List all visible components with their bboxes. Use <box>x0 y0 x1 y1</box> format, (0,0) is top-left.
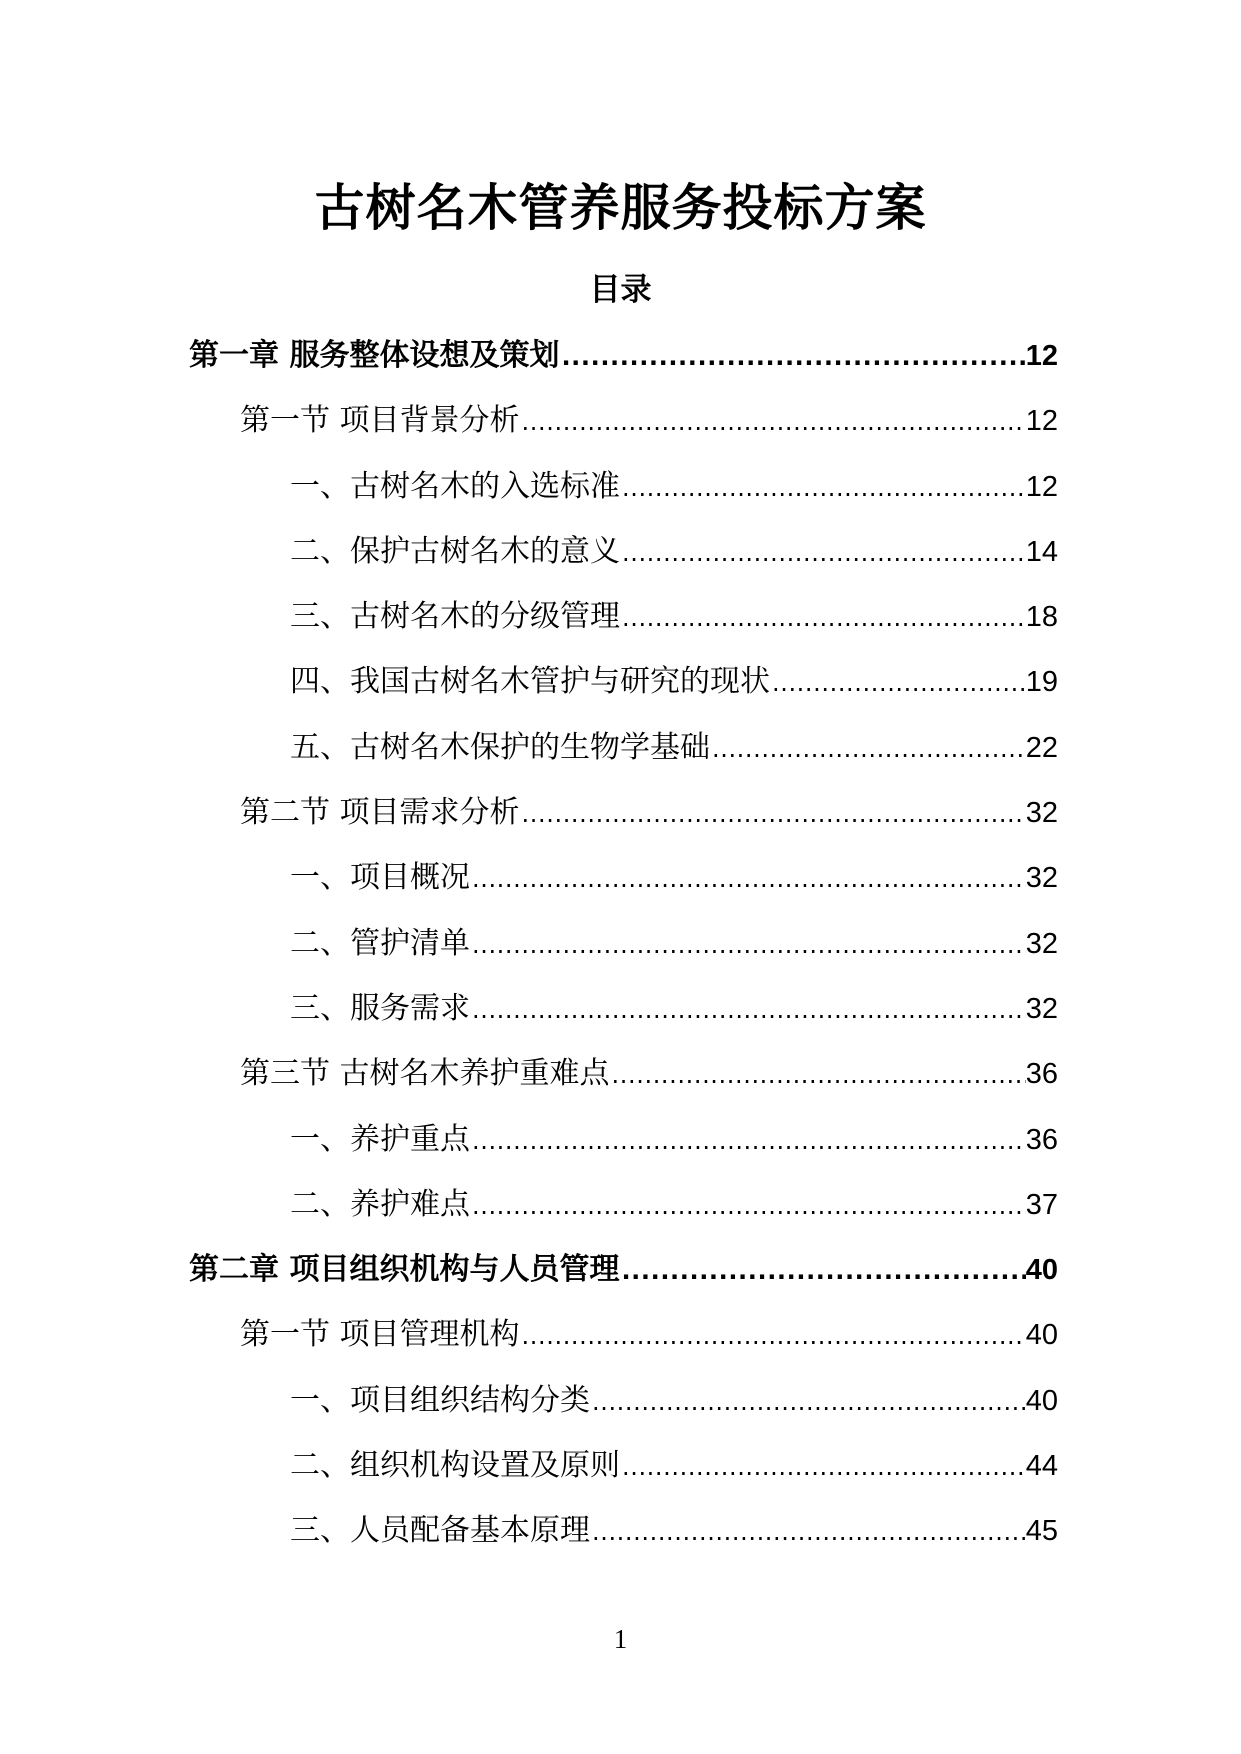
toc-entry-page: 40 <box>1025 1319 1058 1352</box>
toc-entry <box>0 976 1241 1041</box>
toc-leader-dots <box>620 456 1026 521</box>
toc-entry <box>0 1498 1241 1563</box>
toc-entry-title: 二、养护难点 <box>290 1186 470 1222</box>
toc-leader-dots <box>590 1500 1026 1565</box>
toc-leader-dots <box>620 521 1026 586</box>
toc-entry-title: 第三节 古树名木养护重难点 <box>240 1056 610 1092</box>
toc-entry-page: 44 <box>1025 1450 1058 1483</box>
toc-entry-page: 12 <box>1025 340 1058 372</box>
toc-entry-title: 一、项目组织结构分类 <box>290 1382 590 1418</box>
toc-leader-dots <box>590 1370 1026 1435</box>
toc-entry-title: 第一节 项目背景分析 <box>240 403 520 439</box>
toc-entry <box>0 1368 1241 1433</box>
toc-entry-page: 36 <box>1025 1058 1058 1091</box>
toc-entry-title: 第一节 项目管理机构 <box>240 1317 520 1353</box>
toc-entry-page: 32 <box>1025 862 1058 895</box>
toc-entry <box>0 1107 1241 1172</box>
table-of-contents <box>0 323 1241 1564</box>
toc-entry-page: 22 <box>1025 731 1058 764</box>
document-title: 古树名木管养服务投标方案 <box>314 179 927 237</box>
toc-entry-title: 二、管护清单 <box>290 925 470 961</box>
toc-entry <box>0 584 1241 649</box>
toc-leader-dots <box>520 390 1026 455</box>
toc-entry-title: 二、保护古树名木的意义 <box>290 533 620 569</box>
toc-leader-dots <box>470 913 1026 978</box>
toc-entry-title: 三、人员配备基本原理 <box>290 1513 590 1549</box>
toc-entry-page: 37 <box>1025 1188 1058 1221</box>
toc-leader-dots <box>470 1174 1026 1239</box>
toc-entry <box>0 454 1241 519</box>
toc-leader-dots <box>520 782 1026 847</box>
toc-leader-dots <box>620 586 1026 651</box>
toc-leader-dots <box>559 325 1025 390</box>
toc-entry <box>0 1172 1241 1237</box>
toc-leader-dots <box>470 1109 1026 1174</box>
toc-entry-page: 18 <box>1025 601 1058 634</box>
toc-leader-dots <box>610 1043 1026 1108</box>
toc-entry <box>0 519 1241 584</box>
toc-entry-title: 四、我国古树名木管护与研究的现状 <box>290 664 770 700</box>
toc-entry-title: 三、服务需求 <box>290 990 470 1026</box>
toc-leader-dots <box>620 1435 1026 1500</box>
toc-entry-page: 32 <box>1025 927 1058 960</box>
toc-entry <box>0 1041 1241 1106</box>
toc-entry-page: 12 <box>1025 470 1058 503</box>
toc-entry-title: 第二节 项目需求分析 <box>240 795 520 831</box>
toc-entry-page: 32 <box>1025 797 1058 830</box>
toc-leader-dots <box>470 978 1026 1043</box>
toc-entry-page: 12 <box>1025 405 1058 438</box>
toc-entry-title: 三、古树名木的分级管理 <box>290 599 620 635</box>
toc-entry <box>0 1302 1241 1367</box>
toc-entry-page: 36 <box>1025 1123 1058 1156</box>
toc-entry-title: 二、组织机构设置及原则 <box>290 1448 620 1484</box>
toc-entry-page: 19 <box>1025 666 1058 699</box>
toc-entry-page: 40 <box>1025 1384 1058 1417</box>
toc-entry <box>0 1237 1241 1302</box>
toc-entry-title: 一、古树名木的入选标准 <box>290 468 620 504</box>
toc-entry <box>0 780 1241 845</box>
toc-leader-dots <box>520 1304 1026 1369</box>
toc-entry <box>0 323 1241 388</box>
toc-entry-title: 五、古树名木保护的生物学基础 <box>290 729 710 765</box>
toc-entry <box>0 715 1241 780</box>
page-number: 1 <box>613 1624 628 1654</box>
toc-entry-title: 一、养护重点 <box>290 1121 470 1157</box>
toc-entry-title: 第一章 服务整体设想及策划 <box>189 338 560 373</box>
toc-entry <box>0 911 1241 976</box>
toc-leader-dots <box>470 847 1026 912</box>
toc-leader-dots <box>710 717 1026 782</box>
toc-entry-page: 32 <box>1025 992 1058 1025</box>
toc-leader-dots <box>770 651 1026 716</box>
toc-entry-title: 第二章 项目组织机构与人员管理 <box>189 1252 620 1288</box>
toc-entry-page: 40 <box>1025 1254 1058 1287</box>
toc-entry <box>0 649 1241 714</box>
toc-entry <box>0 388 1241 453</box>
toc-leader-dots <box>619 1239 1025 1304</box>
toc-entry <box>0 1433 1241 1498</box>
toc-entry <box>0 845 1241 910</box>
toc-entry-title: 一、项目概况 <box>290 860 470 896</box>
toc-entry-page: 45 <box>1025 1515 1058 1548</box>
toc-heading: 目录 <box>589 272 652 308</box>
toc-entry-page: 14 <box>1025 535 1058 568</box>
